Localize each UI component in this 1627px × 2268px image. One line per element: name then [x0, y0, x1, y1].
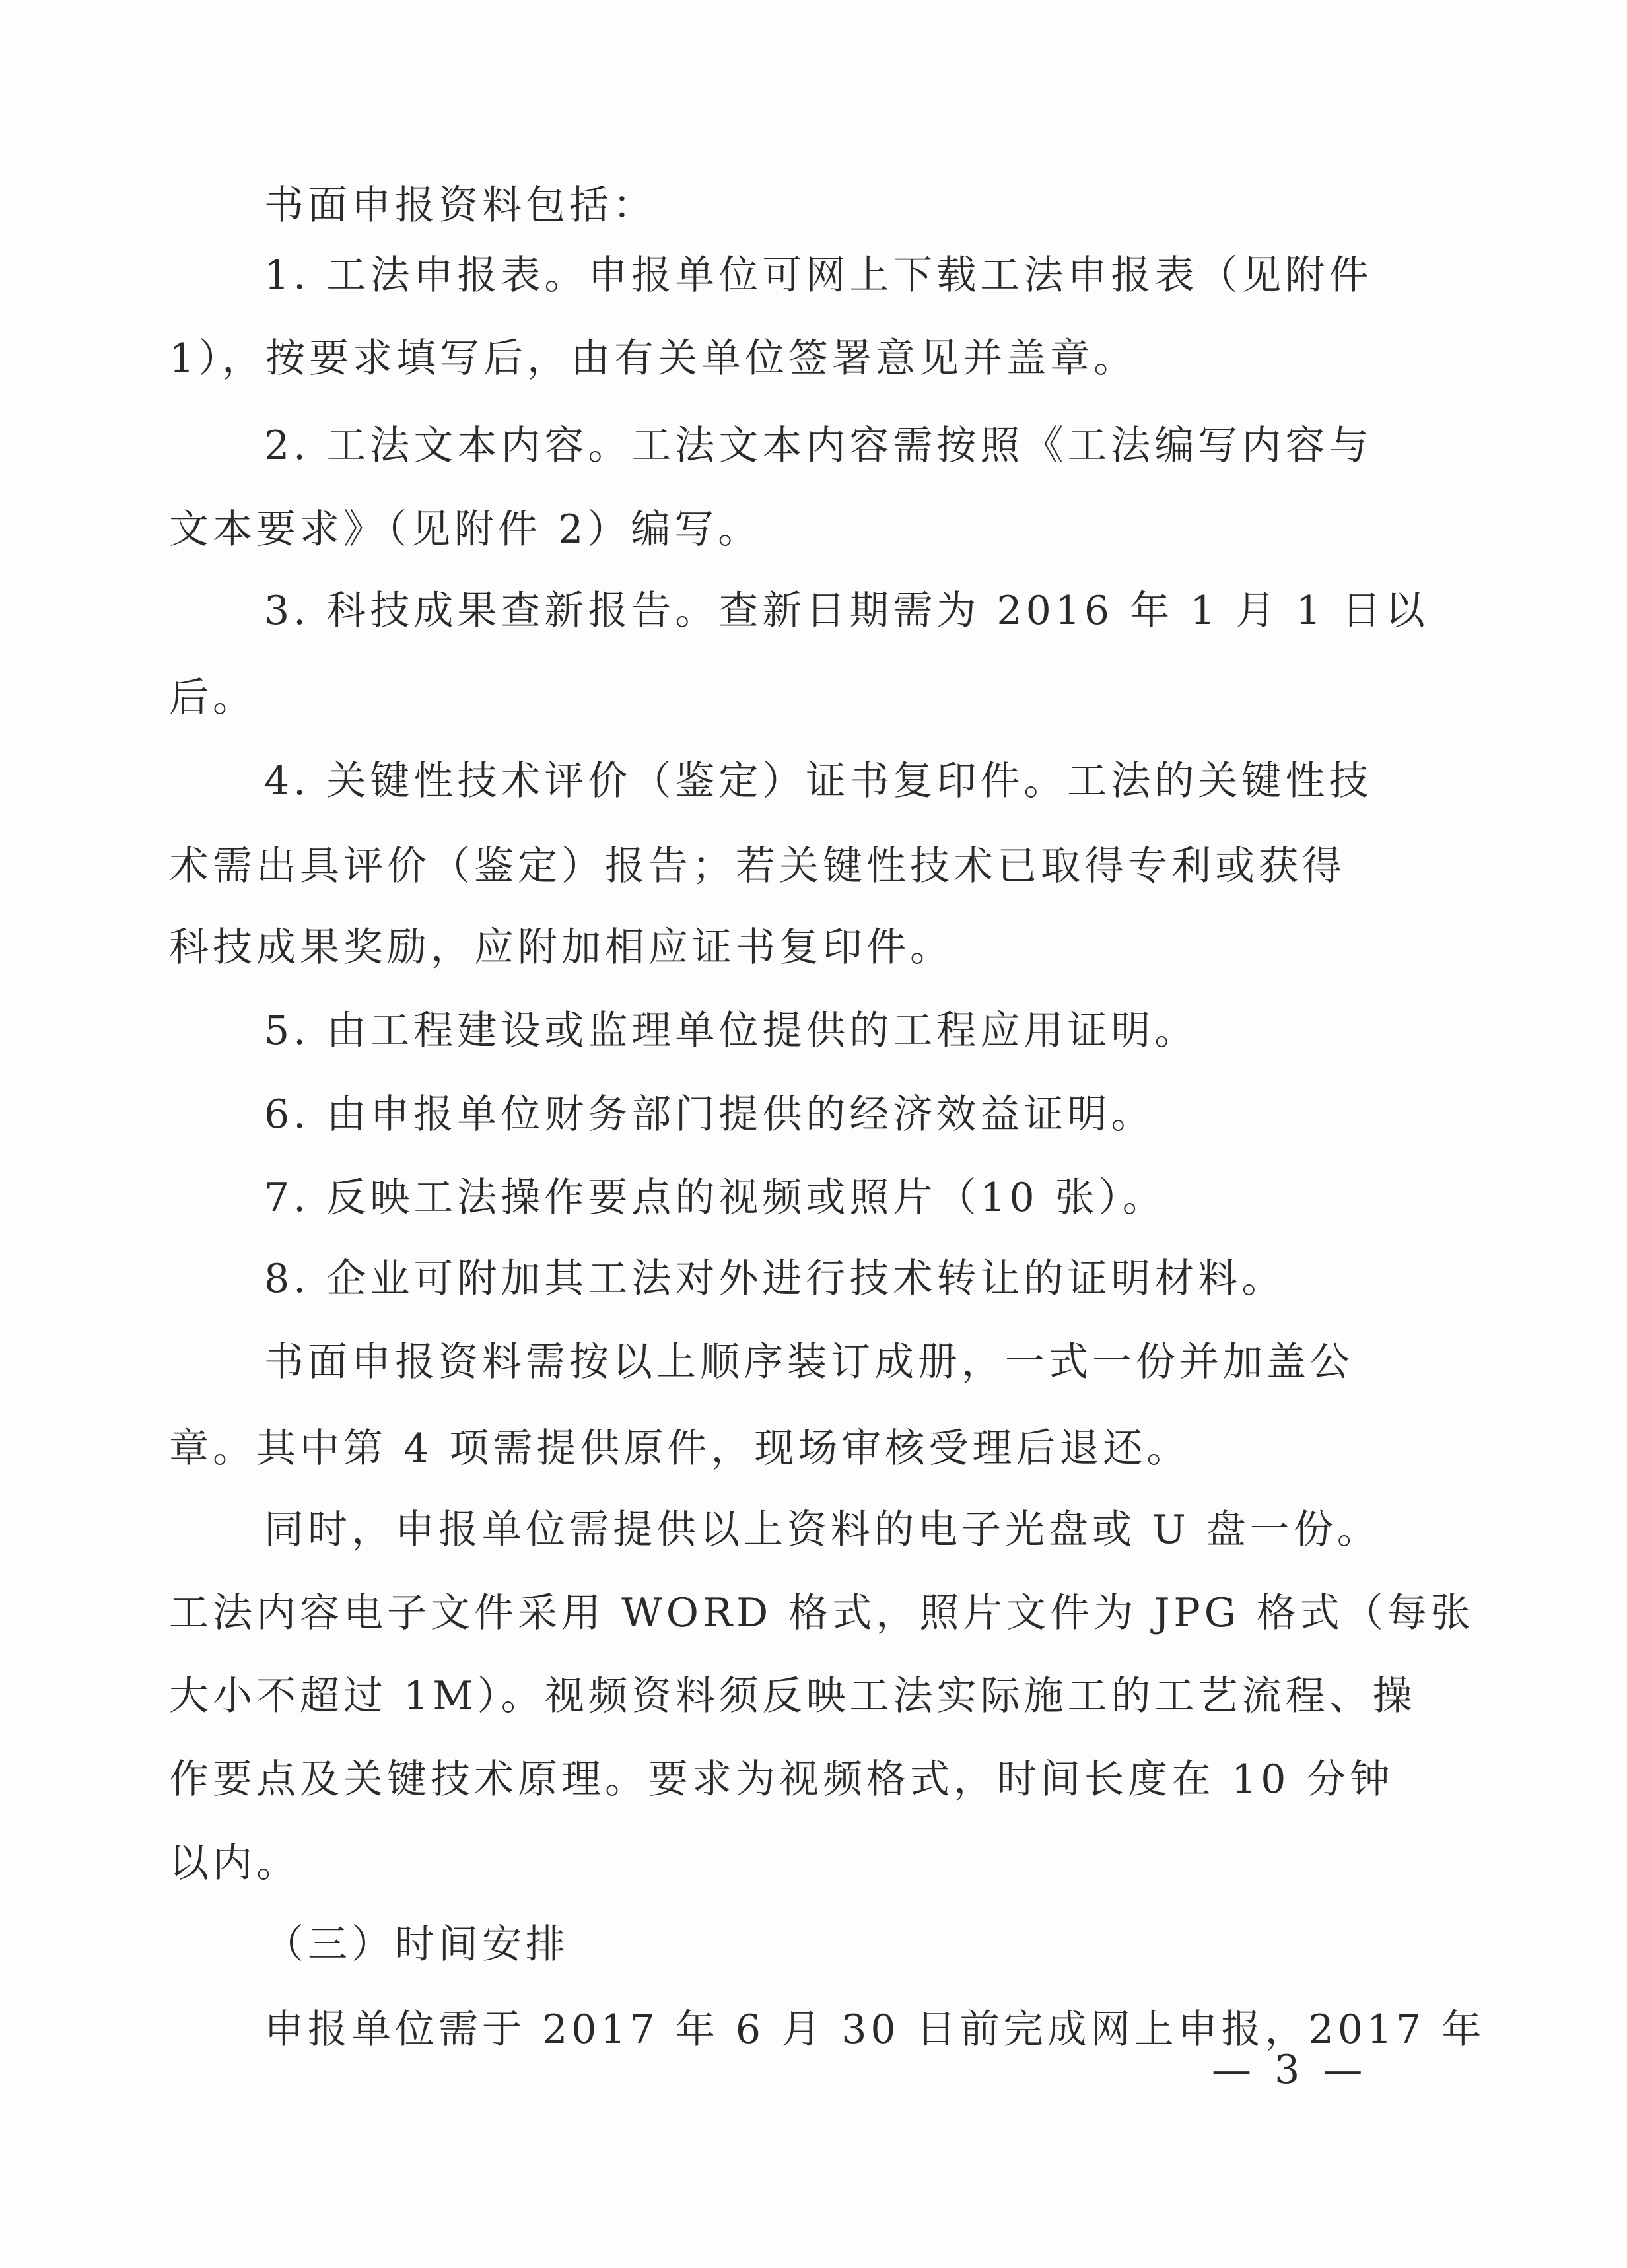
item-1-line-1: 1. 工法申报表。申报单位可网上下载工法申报表（见附件	[264, 252, 1373, 298]
item-8: 8. 企业可附加其工法对外进行技术转让的证明材料。	[264, 1256, 1286, 1302]
electronic-paragraph-line-4: 作要点及关键技术原理。要求为视频格式，时间长度在 10 分钟	[169, 1756, 1394, 1803]
item-3-line-1: 3. 科技成果查新报告。查新日期需为 2016 年 1 月 1 日以	[264, 588, 1429, 634]
electronic-paragraph-line-1: 同时，申报单位需提供以上资料的电子光盘或 U 盘一份。	[264, 1507, 1381, 1553]
item-2-line-2: 文本要求》（见附件 2）编写。	[169, 506, 762, 553]
binding-paragraph-line-1: 书面申报资料需按以上顺序装订成册，一式一份并加盖公	[264, 1339, 1354, 1385]
schedule-paragraph-line-1: 申报单位需于 2017 年 6 月 30 日前完成网上申报，2017 年	[264, 2007, 1486, 2053]
item-6: 6. 由申报单位财务部门提供的经济效益证明。	[264, 1091, 1155, 1138]
item-3-line-2: 后。	[169, 675, 256, 721]
electronic-paragraph-line-3: 大小不超过 1M）。视频资料须反映工法实际施工的工艺流程、操	[169, 1673, 1416, 1719]
item-4-line-2: 术需出具评价（鉴定）报告；若关键性技术已取得专利或获得	[169, 843, 1346, 889]
item-4-line-3: 科技成果奖励，应附加相应证书复印件。	[169, 924, 953, 971]
item-7: 7. 反映工法操作要点的视频或照片（10 张）。	[264, 1175, 1166, 1221]
item-4-line-1: 4. 关键性技术评价（鉴定）证书复印件。工法的关键性技	[264, 758, 1373, 804]
item-2-line-1: 2. 工法文本内容。工法文本内容需按照《工法编写内容与	[264, 423, 1373, 469]
page-number: — 3 —	[1212, 2047, 1368, 2093]
binding-paragraph-line-2: 章。其中第 4 项需提供原件，现场审核受理后退还。	[169, 1426, 1191, 1472]
section-heading-schedule: （三）时间安排	[264, 1921, 569, 1968]
item-5: 5. 由工程建设或监理单位提供的工程应用证明。	[264, 1008, 1198, 1054]
item-1-line-2: 1），按要求填写后，由有关单位签署意见并盖章。	[169, 335, 1138, 382]
paragraph-intro: 书面申报资料包括：	[264, 182, 656, 228]
electronic-paragraph-line-5: 以内。	[169, 1840, 300, 1886]
electronic-paragraph-line-2: 工法内容电子文件采用 WORD 格式，照片文件为 JPG 格式（每张	[169, 1590, 1474, 1636]
